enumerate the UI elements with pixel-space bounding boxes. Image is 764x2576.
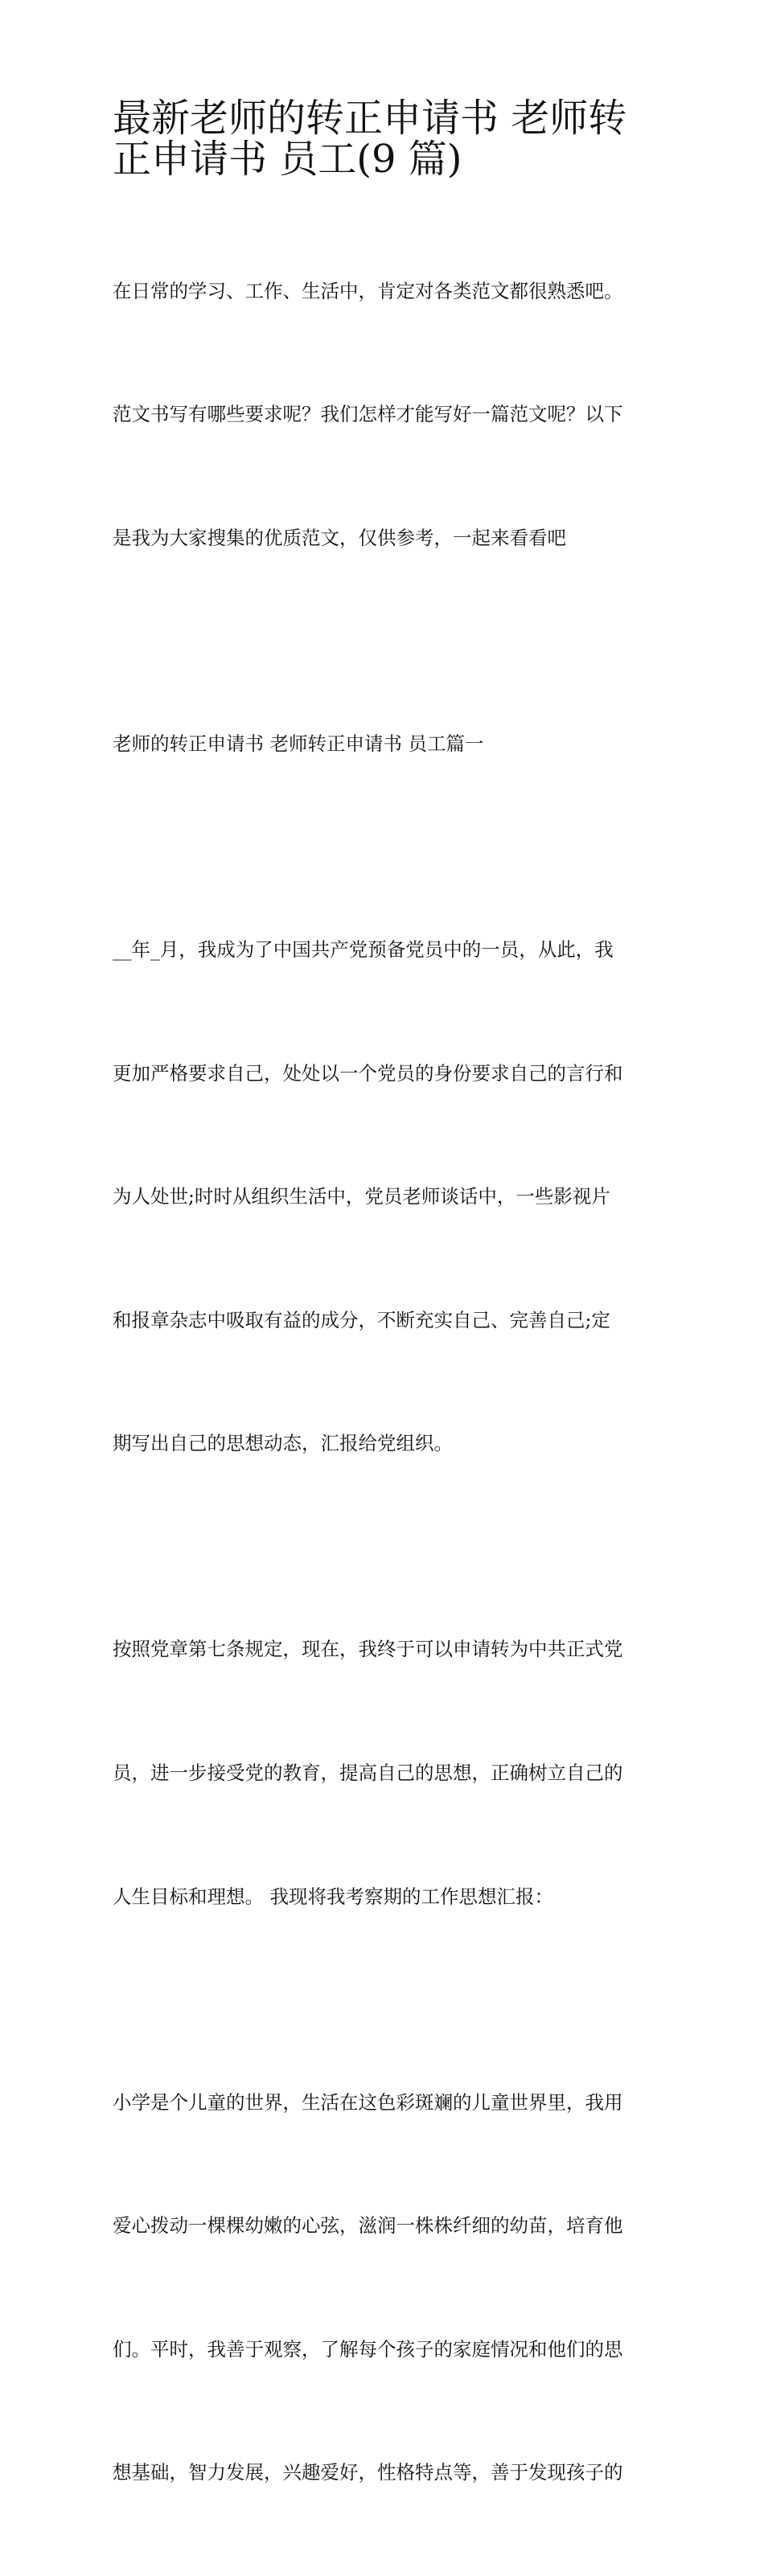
text-line: 老师的转正申请书 老师转正申请书 员工篇一 [113, 732, 484, 755]
text-line: 更加严格要求自己，处处以一个党员的身份要求自己的言行和 [113, 1061, 623, 1085]
text-line: 小学是个儿童的世界，生活在这色彩斑斓的儿童世界里，我用 [113, 2090, 623, 2114]
section-heading [113, 642, 659, 847]
title-line-2: 正申请书 员工(9 篇) [113, 137, 462, 183]
document-page [113, 90, 659, 2576]
text-line: 范文书写有哪些要求呢？我们怎样才能写好一篇范文呢？以下 [113, 403, 623, 426]
paragraph-2 [113, 1547, 659, 2000]
document-title [113, 90, 659, 183]
text-line: 想基础，智力发展，兴趣爱好，性格特点等，善于发现孩子的 [113, 2461, 623, 2484]
text-line: 是我为大家搜集的优质范文，仅供参考，一起来看看吧 [113, 526, 566, 549]
document-body [113, 188, 659, 2576]
text-line: 爱心拨动一棵棵幼嫩的心弦，滋润一株株纤细的幼苗，培育他 [113, 2214, 623, 2238]
title-line-1: 最新老师的转正申请书 老师转 [113, 96, 627, 141]
text-line: __年_月，我成为了中国共产党预备党员中的一员，从此，我 [113, 937, 614, 961]
text-line: 为人处世;时时从组织生活中，党员老师谈话中，一些影视片 [113, 1185, 610, 1208]
text-line: 按照党章第七条规定，现在，我终于可以申请转为中共正式党 [113, 1638, 623, 1661]
text-line: 在日常的学习、工作、生活中，肯定对各类范文都很熟悉吧。 [113, 279, 623, 302]
paragraph-3 [113, 2000, 659, 2576]
text-line: 员，进一步接受党的教育，提高自己的思想，正确树立自己的 [113, 1761, 623, 1784]
text-line: 们。平时，我善于观察，了解每个孩子的家庭情况和他们的思 [113, 2337, 623, 2361]
text-line: 和报章杂志中吸取有益的成分，不断充实自己、完善自己;定 [113, 1308, 610, 1331]
paragraph-intro [113, 188, 659, 641]
text-line: 期写出自己的思想动态，汇报给党组织。 [113, 1432, 453, 1455]
text-line: 人生目标和理想。 我现将我考察期的工作思想汇报： [113, 1885, 553, 1908]
paragraph-1 [113, 847, 659, 1547]
